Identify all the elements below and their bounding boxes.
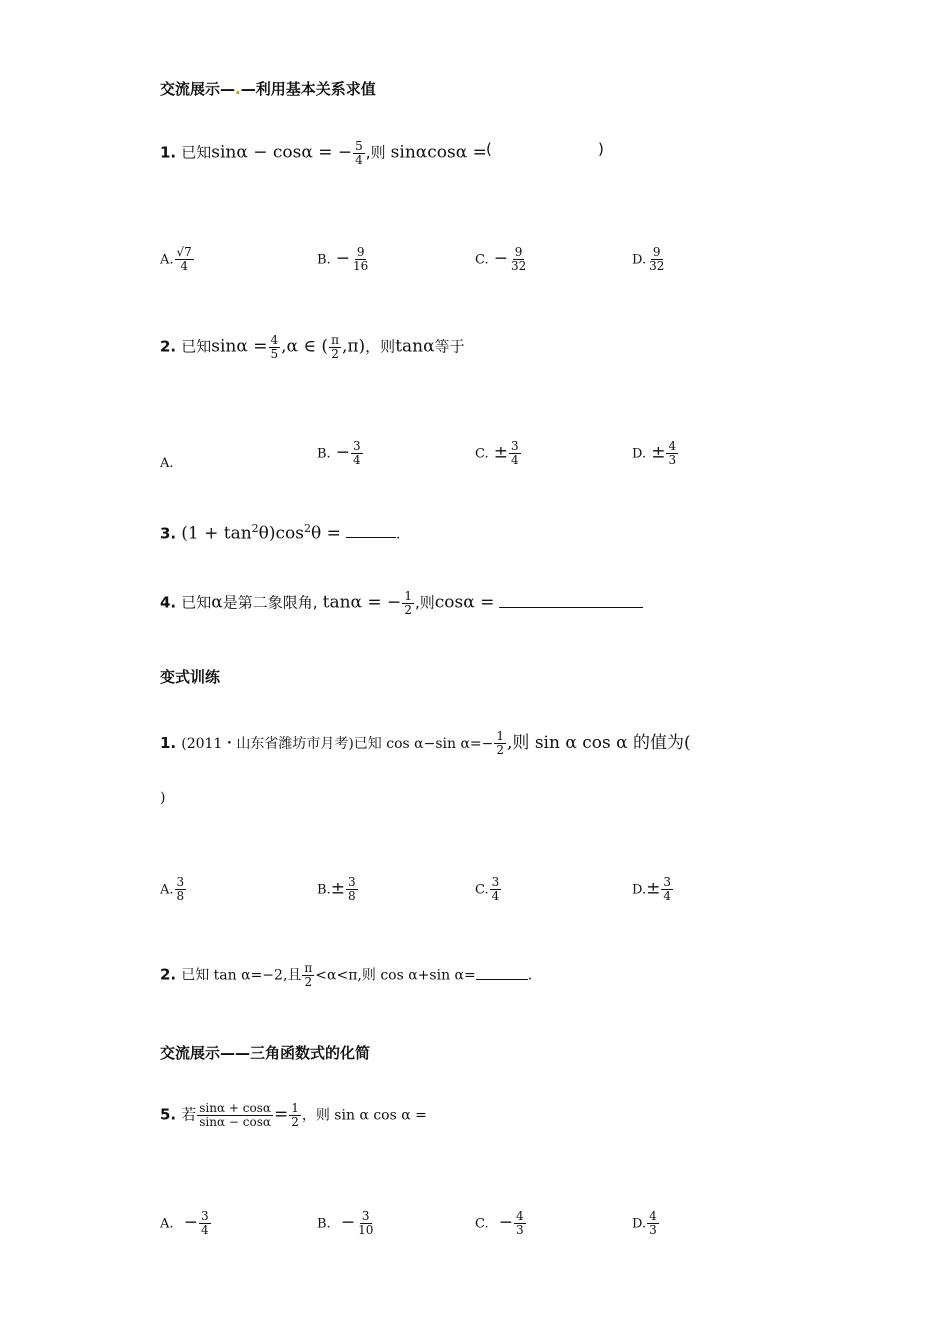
- fraction: [351, 246, 370, 272]
- question-number: 3.: [160, 524, 177, 543]
- math-expression: ,π): [341, 336, 366, 357]
- math-expression: tanα = −: [322, 592, 402, 613]
- denominator: 3: [516, 1222, 524, 1237]
- question-number: 2.: [160, 965, 177, 984]
- option-label: A.: [160, 252, 174, 268]
- math-expression: ,α ∈ (: [281, 336, 329, 357]
- answer-blank[interactable]: [476, 979, 528, 980]
- question-text: ,则 sin α cos α 的值为(: [507, 733, 691, 753]
- option-label: B.: [317, 882, 331, 898]
- question-text: 等于: [434, 337, 465, 356]
- fraction: [329, 334, 341, 360]
- fraction: [647, 1210, 659, 1236]
- option-b[interactable]: [317, 246, 371, 272]
- option-label: D.: [632, 882, 647, 898]
- fraction: [199, 1210, 211, 1236]
- math-expression: sinα =: [211, 336, 268, 357]
- sign: −: [335, 442, 351, 463]
- question-text: (2011・山东省潍坊市月考)已知 cos α−sin α=−: [181, 736, 494, 752]
- heading-dot: .: [235, 80, 241, 98]
- option-label: A.: [160, 882, 174, 898]
- math-expression: tanα: [395, 336, 435, 357]
- denominator: 3: [668, 452, 677, 467]
- numerator: 3: [176, 875, 185, 889]
- option-c[interactable]: [475, 440, 522, 466]
- question-text: <α<π,则 cos α+sin α=: [315, 967, 476, 984]
- option-c[interactable]: [475, 876, 502, 902]
- denominator: 32: [510, 258, 527, 273]
- sign: ±: [330, 878, 345, 899]
- question-2: [160, 334, 465, 360]
- numerator: 3: [353, 439, 361, 453]
- fraction: [289, 1102, 301, 1128]
- option-label: C.: [475, 446, 489, 462]
- option-label: B.: [317, 446, 331, 462]
- option-a[interactable]: [160, 246, 195, 272]
- fraction: [490, 876, 502, 902]
- denominator: 4: [355, 152, 363, 167]
- fraction: [197, 1102, 273, 1128]
- numerator: sinα + cosα: [199, 1101, 271, 1115]
- denominator: 2: [496, 743, 505, 757]
- fraction: [353, 140, 365, 166]
- denominator: 10: [358, 1222, 374, 1237]
- denominator: 4: [663, 888, 671, 903]
- math-expression: sinα − cosα = −: [211, 142, 353, 163]
- denominator: 4: [180, 258, 188, 273]
- question-text: ，则: [365, 337, 396, 356]
- fraction: [509, 246, 528, 272]
- answer-blank[interactable]: [346, 537, 396, 538]
- option-b[interactable]: [317, 876, 359, 902]
- denominator: 2: [304, 974, 313, 989]
- numerator: 3: [491, 875, 500, 889]
- question-number: 4.: [160, 593, 177, 612]
- option-a[interactable]: [160, 876, 187, 902]
- numerator: 4: [516, 1209, 524, 1223]
- sign: ±: [651, 442, 666, 463]
- sign: −: [340, 1212, 356, 1233]
- option-label: A.: [160, 1216, 174, 1232]
- section-heading-simplification: 交流展示——三角函数式的化简: [160, 1044, 371, 1062]
- option-a[interactable]: [160, 452, 174, 471]
- heading-part-a: 交流展示—: [160, 80, 236, 98]
- sign: −: [183, 1212, 198, 1233]
- numerator: 4: [649, 1209, 657, 1223]
- numerator: 1: [496, 729, 505, 744]
- question-number: 2.: [160, 337, 177, 356]
- option-c[interactable]: [475, 1210, 527, 1236]
- denominator: 3: [649, 1222, 657, 1237]
- answer-paren-right: ): [598, 140, 604, 158]
- denominator: 4: [200, 1222, 209, 1237]
- question-text: ,则: [414, 593, 435, 612]
- option-label: D.: [632, 1216, 647, 1232]
- numerator: 4: [270, 333, 279, 347]
- fraction: [269, 334, 281, 360]
- option-d[interactable]: [632, 876, 674, 902]
- sign: ±: [493, 442, 508, 463]
- numerator: 3: [663, 875, 671, 889]
- denominator: 32: [649, 258, 665, 273]
- option-a[interactable]: [160, 1210, 212, 1236]
- question-text: 已知: [181, 143, 212, 162]
- question-text: ，则 sin α cos α =: [301, 1107, 427, 1124]
- question-number: 1.: [160, 734, 177, 752]
- sign: −: [493, 248, 508, 269]
- fraction: [302, 962, 314, 988]
- numerator: 3: [361, 1209, 370, 1223]
- denominator: 8: [176, 888, 185, 903]
- denominator: 8: [347, 888, 356, 903]
- fraction: [661, 876, 673, 902]
- denominator: 2: [404, 602, 412, 617]
- question-5: [160, 1102, 427, 1128]
- denominator: 4: [491, 888, 500, 903]
- answer-paren-right: ): [160, 790, 166, 806]
- fraction: [647, 246, 666, 272]
- option-b[interactable]: [317, 440, 364, 466]
- variant-question-2: [160, 962, 532, 988]
- math-expression: (1 + tan: [181, 523, 252, 544]
- section-heading-variant-training: 变式训练: [160, 668, 221, 686]
- sign: −: [335, 248, 351, 269]
- fraction: [494, 730, 506, 756]
- option-d[interactable]: [632, 246, 667, 272]
- question-text: 已知: [181, 593, 212, 612]
- option-label: B.: [317, 252, 331, 268]
- option-label: C.: [475, 252, 489, 268]
- math-expression: θ)cos: [258, 523, 305, 544]
- denominator: 2: [331, 346, 339, 361]
- fraction: [175, 876, 187, 902]
- answer-paren-left: (: [486, 140, 492, 158]
- option-d[interactable]: [632, 1210, 660, 1236]
- option-label: A.: [160, 456, 174, 471]
- numerator: 9: [356, 245, 365, 259]
- period: .: [527, 967, 533, 984]
- question-text: 已知: [181, 337, 212, 356]
- denominator: sinα − cosα: [199, 1114, 271, 1129]
- numerator: √7: [176, 245, 192, 259]
- numerator: 9: [652, 245, 661, 259]
- question-text: 若: [181, 1105, 197, 1124]
- fraction: [509, 440, 521, 466]
- heading-part-b: —利用基本关系求值: [240, 80, 376, 98]
- option-b[interactable]: [317, 1210, 376, 1236]
- numerator: 9: [514, 245, 523, 259]
- math-expression: α: [211, 592, 223, 613]
- denominator: 5: [270, 346, 279, 361]
- question-number: 1.: [160, 143, 177, 162]
- numerator: 3: [200, 1209, 209, 1223]
- math-expression: θ =: [311, 523, 341, 544]
- answer-blank[interactable]: [499, 607, 643, 608]
- fraction: [346, 876, 358, 902]
- exponent: 2: [304, 522, 312, 535]
- numerator: 1: [291, 1101, 299, 1115]
- option-label: C.: [475, 882, 489, 898]
- variant-question-1: [160, 728, 691, 757]
- option-label: C.: [475, 1216, 489, 1232]
- option-c[interactable]: [475, 246, 529, 272]
- option-d[interactable]: [632, 440, 679, 466]
- question-number: 5.: [160, 1105, 177, 1124]
- denominator: 4: [510, 452, 519, 467]
- numerator: 3: [347, 875, 356, 889]
- option-label: B.: [317, 1216, 331, 1232]
- fraction: [402, 590, 414, 616]
- question-1: [160, 140, 487, 166]
- fraction: [175, 246, 194, 272]
- denominator: 2: [291, 1114, 299, 1129]
- question-3: [160, 522, 400, 543]
- question-text: 已知 tan α=−2,且: [181, 967, 302, 984]
- fraction: [356, 1210, 375, 1236]
- numerator: 3: [510, 439, 519, 453]
- sign: −: [498, 1212, 514, 1233]
- question-text: 是第二象限角,: [222, 593, 318, 612]
- numerator: 4: [668, 439, 677, 453]
- sign: ±: [646, 878, 661, 899]
- denominator: 4: [353, 452, 361, 467]
- numerator: π: [331, 333, 339, 347]
- denominator: 16: [353, 258, 369, 273]
- math-expression: sinαcosα =: [390, 142, 487, 163]
- section-heading-basic-relations: [160, 78, 376, 99]
- option-label: D.: [632, 446, 647, 462]
- math-expression: cosα =: [434, 592, 495, 613]
- numerator: 1: [404, 589, 412, 603]
- fraction: [666, 440, 678, 466]
- option-label: D.: [632, 252, 647, 268]
- numerator: 5: [355, 139, 363, 153]
- period: .: [396, 526, 401, 543]
- fraction: [514, 1210, 526, 1236]
- fraction: [351, 440, 363, 466]
- math-expression: =: [273, 1104, 289, 1125]
- numerator: π: [304, 961, 313, 975]
- exponent: 2: [251, 522, 259, 535]
- question-text: ,则: [365, 143, 386, 162]
- question-4: [160, 590, 643, 616]
